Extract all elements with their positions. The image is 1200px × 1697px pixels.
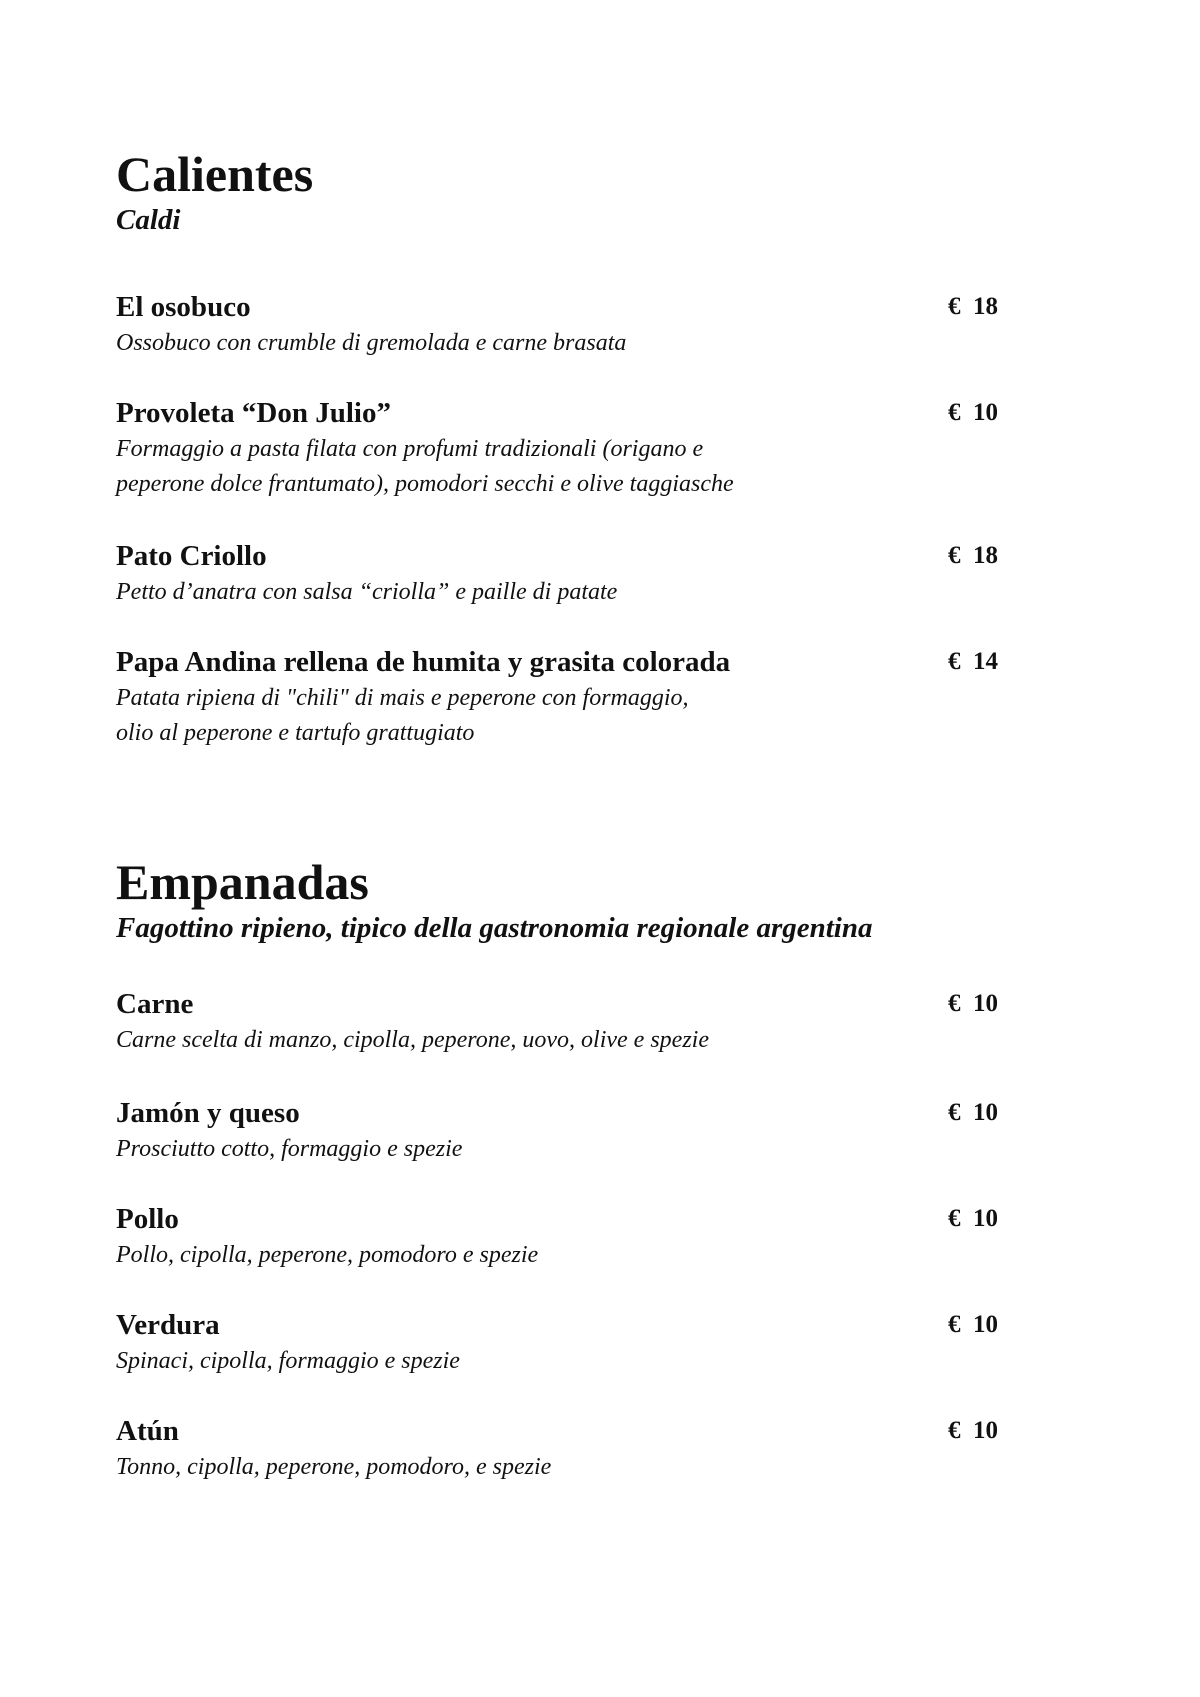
item-description-line: Prosciutto cotto, formaggio e spezie <box>116 1136 463 1162</box>
item-price: € 10 <box>948 990 998 1017</box>
menu-item <box>116 987 1016 1058</box>
item-name: Papa Andina rellena de humita y grasita colorada <box>116 646 731 678</box>
item-description <box>116 1450 1016 1485</box>
item-description-line: Pollo, cipolla, peperone, pomodoro e spezie <box>116 1242 539 1268</box>
item-description-line: Formaggio a pasta filata con profumi tradizionali (origano e <box>116 436 704 462</box>
item-name: Carne <box>116 988 194 1020</box>
section-subtitle: Caldi <box>116 204 181 236</box>
item-description <box>116 681 1016 751</box>
item-description-line: Petto d’anatra con salsa “criolla” e paille di patate <box>116 579 618 605</box>
item-description-line: Spinaci, cipolla, formaggio e spezie <box>116 1348 460 1374</box>
item-price: € 10 <box>948 1099 998 1126</box>
item-price: € 10 <box>948 1417 998 1444</box>
item-description-line: Carne scelta di manzo, cipolla, peperone, uovo, olive e spezie <box>116 1027 709 1053</box>
item-price: € 10 <box>948 1311 998 1338</box>
item-name: El osobuco <box>116 291 251 323</box>
section-title: Empanadas <box>116 854 369 910</box>
section-title: Calientes <box>116 146 314 202</box>
item-price: € 14 <box>948 648 998 675</box>
item-price: € 18 <box>948 293 998 320</box>
item-name: Verdura <box>116 1309 220 1341</box>
item-description-line: Ossobuco con crumble di gremolada e carne brasata <box>116 330 627 356</box>
item-name: Pollo <box>116 1203 179 1235</box>
menu-item <box>116 1414 1016 1485</box>
menu-item <box>116 1096 1016 1167</box>
item-price: € 10 <box>948 399 998 426</box>
menu-item <box>116 539 1016 610</box>
menu-item <box>116 1202 1016 1273</box>
menu-item <box>116 290 1016 361</box>
item-description <box>116 326 1016 361</box>
section-empanadas <box>116 854 1016 946</box>
item-description <box>116 1238 1016 1273</box>
item-description <box>116 1132 1016 1167</box>
item-description-line: peperone dolce frantumato), pomodori secchi e olive taggiasche <box>116 471 734 497</box>
item-name: Pato Criollo <box>116 540 267 572</box>
menu-item <box>116 1308 1016 1379</box>
menu-item <box>116 645 1016 751</box>
item-description <box>116 432 1016 502</box>
item-name: Atún <box>116 1415 179 1447</box>
item-price: € 18 <box>948 542 998 569</box>
item-description <box>116 575 1016 610</box>
section-calientes <box>116 146 1016 238</box>
menu-item <box>116 396 1016 502</box>
item-description-line: Patata ripiena di "chili" di mais e peperone con formaggio, <box>116 685 689 711</box>
item-price: € 10 <box>948 1205 998 1232</box>
item-description <box>116 1344 1016 1379</box>
section-subtitle: Fagottino ripieno, tipico della gastronomia regionale argentina <box>116 912 873 944</box>
item-description <box>116 1023 1016 1058</box>
item-description-line: olio al peperone e tartufo grattugiato <box>116 720 475 746</box>
item-description-line: Tonno, cipolla, peperone, pomodoro, e spezie <box>116 1454 552 1480</box>
item-name: Jamón y queso <box>116 1097 300 1129</box>
item-name: Provoleta “Don Julio” <box>116 397 391 429</box>
